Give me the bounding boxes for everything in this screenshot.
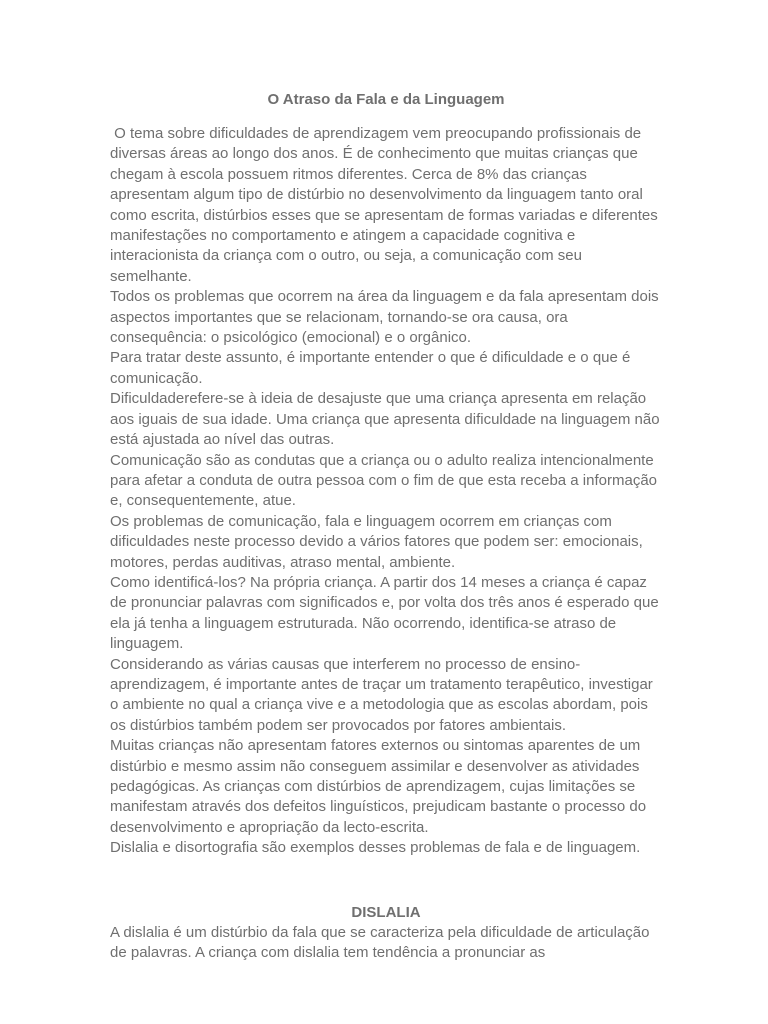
- paragraph-learning-disorders: Muitas crianças não apresentam fatores externos ou sintomas aparentes de um distúrbio e mesmo assim não conseguem assimilar e desenvolver as atividades pedagógicas. As crianças com distúrbios de aprendizagem, cujas limitações se manifestam através dos defeitos linguísticos, prejudicam bastante o processo do desenvolvimento e apropriação da lecto-escrita.: [110, 737, 651, 836]
- section-heading-dislalia: DISLALIA: [351, 903, 421, 921]
- paragraph-difficulty-definition: Dificuldaderefere-se à ideia de desajuste que uma criança apresenta em relação aos iguais de sua idade. Uma criança que apresenta dificuldade na linguagem não está ajustada ao nível das outras.: [110, 390, 664, 449]
- paragraph-problems: Os problemas de comunicação, fala e linguagem ocorrem em crianças com dificuldades neste processo devido a vários fatores que podem ser: emocionais, motores, perdas auditivas, atraso mental, ambiente.: [110, 512, 647, 571]
- paragraph-aspects: Todos os problemas que ocorrem na área da linguagem e da fala apresentam dois aspectos importantes que se relacionam, tornando-se ora causa, ora consequência: o psicológico (emocional) e o orgânico.: [110, 288, 663, 347]
- paragraph-examples: Dislalia e disortografia são exemplos desses problemas de fala e de linguagem.: [110, 839, 641, 857]
- paragraph-communication-definition: Comunicação são as condutas que a criança ou o adulto realiza intencionalmente para afetar a conduta de outra pessoa com o fim de que esta receba a informação e, consequentemente, atue.: [110, 451, 662, 510]
- paragraph-causes: Considerando as várias causas que interferem no processo de ensino-aprendizagem, é importante antes de traçar um tratamento terapêutico, investigar o ambiente no qual a criança vive e a metodologia que as escolas abordam, pois os distúrbios também podem ser provocados por fatores ambientais.: [110, 655, 657, 734]
- paragraph-treatment: Para tratar deste assunto, é importante entender o que é dificuldade e o que é comunicação.: [110, 349, 635, 387]
- document-page: [110, 90, 662, 963]
- document-title: O Atraso da Fala e da Linguagem: [267, 91, 505, 108]
- paragraph-identification: Como identificá-los? Na própria criança. A partir dos 14 meses a criança é capaz de pronunciar palavras com significados e, por volta dos três anos é esperado que ela já tenha a linguagem estruturada. Não ocorrendo, identifica-se atraso de linguagem.: [110, 573, 663, 653]
- paragraph-dislalia-intro: A dislalia é um distúrbio da fala que se caracteriza pela dificuldade de articulação de palavras. A criança com dislalia tem tendência a pronunciar as: [110, 923, 654, 962]
- paragraph-intro: O tema sobre dificuldades de aprendizagem vem preocupando profissionais de diversas áreas ao longo dos anos. É de conhecimento que muitas crianças que chegam à escola possuem ritmos diferentes. Cerca de 8% das crianças apresentam algum tipo de distúrbio no desenvolvimento da linguagem tanto oral como escrita, distúrbios esses que se apresentam de formas variadas e diferentes manifestações no comportamento e atingem a capacidade cognitiva e interacionista da criança com o outro, ou seja, a comunicação com seu semelhante.: [110, 125, 662, 285]
